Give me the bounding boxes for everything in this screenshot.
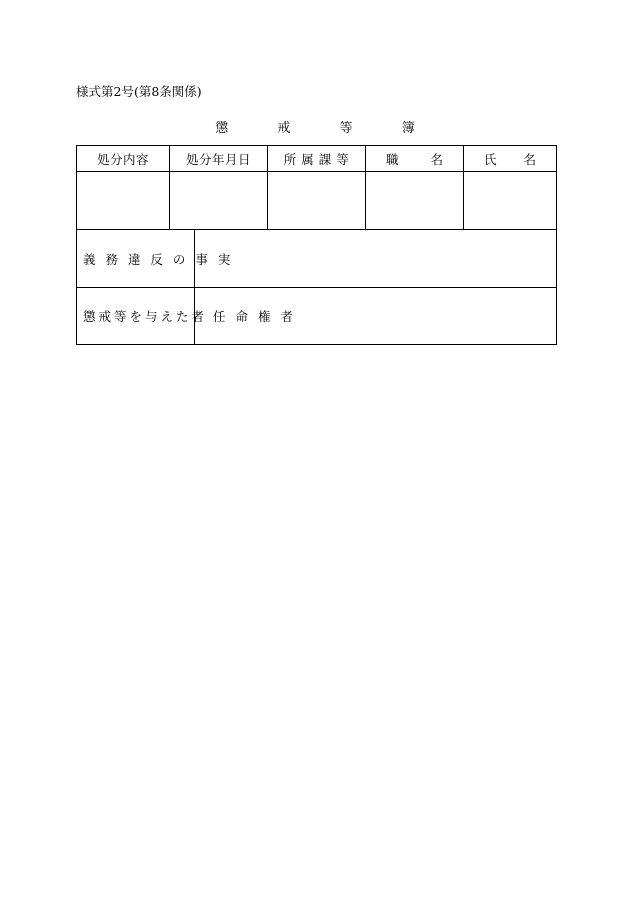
header-position [366,146,464,171]
header-name [464,146,556,171]
document-title [0,121,630,137]
disciplinary-record-table [76,145,557,345]
header-disposition-content: 処分内容 [77,146,170,171]
issuer-row [77,288,556,344]
title-char: 懲 [215,121,229,136]
header-position-char: 名 [430,151,443,167]
header-name-char: 名 [523,151,536,167]
violation-facts-row [77,230,556,288]
entry-disposition-date[interactable] [170,172,268,229]
header-name-char: 氏 [484,151,497,167]
entry-department[interactable] [268,172,366,229]
title-char: 簿 [401,121,415,136]
entry-position[interactable] [366,172,464,229]
table-header-row [77,146,556,172]
entry-disposition-content[interactable] [77,172,170,229]
form-reference: 様式第2号(第8条関係) [76,84,202,99]
header-disposition-date: 処分年月日 [170,146,268,171]
issuer-value: 任 命 権 者 [213,309,296,324]
violation-facts-value[interactable] [195,230,556,287]
table-row [77,172,556,230]
header-position-char: 職 [386,151,399,167]
issuer-label: 懲戒等を与えた者 [77,288,195,344]
header-department: 所 属 課 等 [268,146,366,171]
title-char: 戒 [277,121,291,136]
violation-facts-label: 義 務 違 反 の 事 実 [77,230,195,287]
title-char: 等 [339,121,353,136]
entry-name[interactable] [464,172,556,229]
